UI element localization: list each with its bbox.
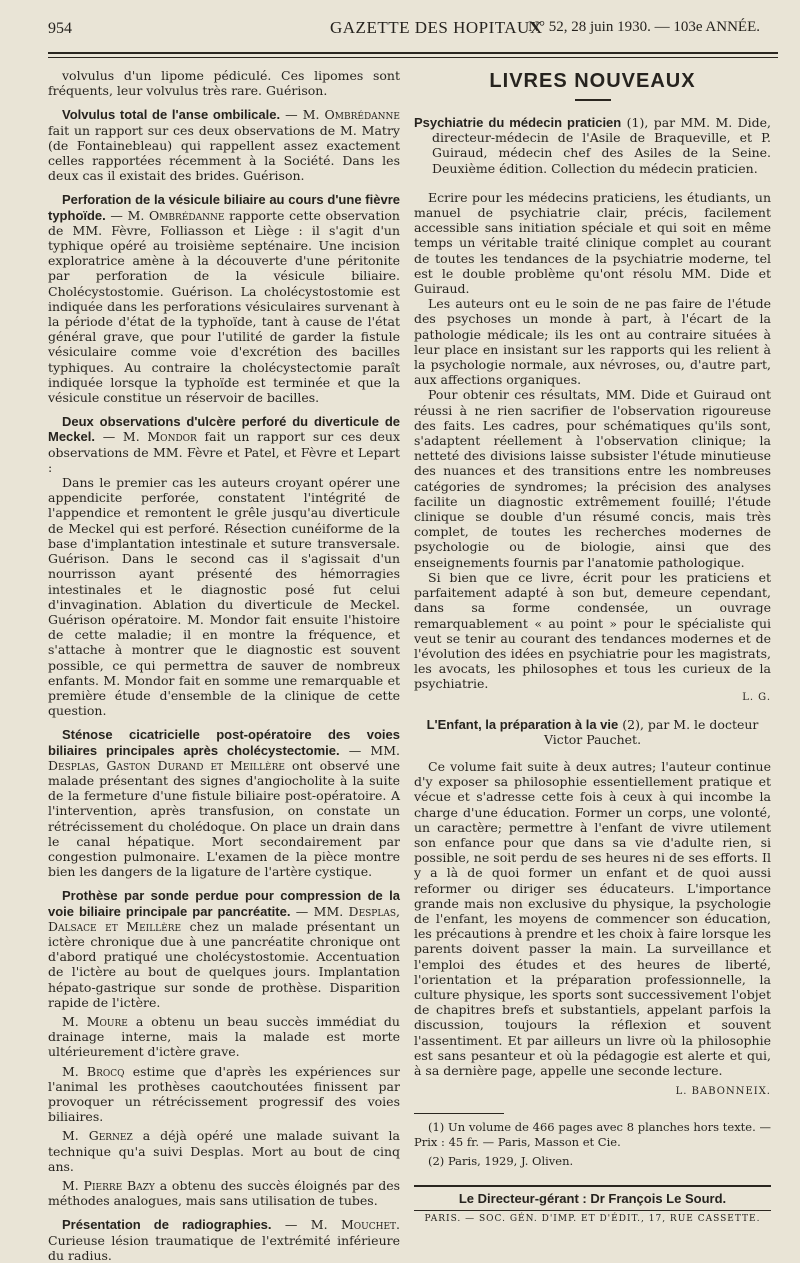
footnotes [414,1120,771,1169]
author-name: MM. Desplas, Dalsace et Meillère [48,903,400,934]
section-text: fait un rapport sur ces deux observations de M. Matry (de Fontainebleau) qui rappellent assez exactement celles rapportées récemment à la Société. Dans les deux cas il existait des brides. Guérison. [48,122,400,184]
footnote-2: (2) Paris, 1929, J. Oliven. [428,1154,574,1169]
footnote-rule [414,1113,504,1114]
author-name: MM. Desplas, Gaston Durand et Meillère [48,742,400,773]
book-title: L'Enfant, la préparation à la vie [426,716,619,732]
author-name: M. Ombrédanne [127,207,225,223]
right-column [414,68,771,1263]
section-meckel: Deux observations d'ulcère perforé du diverticule de Meckel. — M. Mondor fait un rapport sur ces deux observations de MM. Fèvre et Patel, et Fèvre et Lepart : Dans le premier cas les auteurs croyant opérer une appendicite perforée, constatent l'intégrité de l'appendice et remontent le grêle jusqu'au diverticule de Meckel qui est perforé. Résection cunéiforme de la base d'implantation intestinale et suture transversale. Guérison. Dans le second cas il s'agissait d'un nourrisson ayant présenté des hémorragies intestinales et le diagnostic posé fut celui d'invagination. Ablation du diverticule de Meckel. Guérison opératoire. M. Mondor fait ensuite l'histoire de cette maladie; il en montre la fréquence, et s'attache à montrer que le diagnostic est souvent possible, ce qui permettra de sauver de nombreux enfants. M. Mondor fait en somme une remarquable et première étude d'ensemble de la clinique de cette question. [48,414,400,719]
section-paragraph: a obtenu des succès éloignés par des méthodes analogues, mais sans utilisation de tubes. [48,1178,401,1209]
section-prothese: Prothèse par sonde perdue pour compression de la voie biliaire principale par pancréatite. — MM. Desplas, Dalsace et Meillère chez un malade présentant un ictère chronique due à une pancréatite chronique ont d'abord pratiqué une cholécystostomie. Accentuation de l'ictère au bout de quelques jours. Implantation hépato-gastrique sur sonde de prothèse. Disparition rapide de l'ictère. M. Moure a obtenu un beau succès immédiat du drainage interne, mais la malade est morte ultérieurement d'ictère grave. M. Brocq estime que d'après les expériences sur l'animal les prothèses caoutchoutées finissent par provoquer un rétrécissement progressif des voies biliaires. M. Gernez a déjà opéré une malade suivant la technique qu'a suivi Desplas. Mort au bout de cinq ans. M. Pierre Bazy a obtenu des succès éloignés par des méthodes analogues, mais sans utilisation de tubes. [48,888,401,1209]
author-name: M. Moure [62,1013,128,1029]
journal-title: GAZETTE DES HOPITAUX [330,18,543,37]
section-paragraph: a obtenu un beau succès immédiat du drainage interne, mais la malade est morte ultérieurement d'ictère grave. [48,1013,400,1060]
section-radiographies: Présentation de radiographies. — M. Mouchet. Curieuse lésion traumatique de l'extrémité inférieure du radius. [48,1217,400,1263]
section-title: Présentation de radiographies. [62,1217,272,1233]
section-volvulus: Volvulus total de l'anse ombilicale. — M. Ombrédanne fait un rapport sur ces deux observations de M. Matry (de Fontainebleau) qui rappellent assez exactement celles rapportées récemment à la Société. Dans les deux cas il existait des brides. Guérison. [48,107,400,184]
review-paragraph: Ecrire pour les médecins praticiens, les étudiants, un manuel de psychiatrie clair, précis, facilement accessible sans initiation spéciale et qui soit en même temps un véritable traité clinique complet au courant de toutes les tendances de la psychiatrie moderne, tel est le double problème qu'ont résolu MM. Dide et Guiraud. [414,189,771,297]
section-title: Prothèse par sonde perdue pour compression de la voie biliaire principale par pancréatite. [48,888,400,919]
review-paragraph: Ce volume fait suite à deux autres; l'auteur continue d'y exposer sa philosophie essentiellement pratique et vécue et s'adresse cette fois à ceux à qui incombe la charge d'une éducation. Former un corps, une volonté, un caractère; permettre à l'enfant de vivre utilement son enfance pour que dans sa vie d'adulte rien, si possible, ne soit perdu de ses heures ni de ses efforts. Il y a là de quoi former un enfant et de quoi aussi reformer ou diriger ses éducateurs. L'importance grande mais non exclusive du physique, la psychologie de l'enfant, les moyens de commencer son éducation, les précautions à prendre et les choix à faire lorsque les parents doivent passer la main. La surveillance et l'emploi des études et des heures de liberté, l'orientation et la préparation professionnelle, la culture physique, les sports sont successivement l'objet de chapitres brefs et substantiels, appelant parfois la discussion, toujours la réflexion et souvent l'assentiment. Et par ailleurs un livre où la philosophie est sans pesanteur et où la pédagogie est alerte et qui, à sa dernière page, appelle une seconde lecture. [414,758,771,1078]
section-text: ont observé une malade présentant des signes d'angiocholite à la suite de la fermeture d'une fistule biliaire post-opératoire. A l'intervention, après transfusion, on constate un rétrécissement du cholédoque. On place un drain dans le canal hépatique. Mort secondairement par congestion pulmonaire. L'examen de la pièce montre bien les dangers de la ligature de l'artère cystique. [48,757,400,880]
book-details: , par M. le docteur Victor Pauchet. [543,716,759,747]
books-section-title: LIVRES NOUVEAUX [489,70,696,92]
section-stenose: Sténose cicatricielle post-opératoire des voies biliaires principales après cholécystectomie. — MM. Desplas, Gaston Durand et Meillère ont observé une malade présentant des signes d'angiocholite à la suite de la fermeture d'une fistule biliaire post-opératoire. A l'intervention, après transfusion, on constate un rétrécissement du cholédoque. On place un drain dans le canal hépatique. Mort secondairement par congestion pulmonaire. L'examen de la pièce montre bien les dangers de la ligature de l'artère cystique. [48,727,400,880]
section-text: fait un rapport sur ces deux observations de MM. Fèvre et Patel, et Fèvre et Lepart : [48,429,400,475]
section-text: chez un malade présentant un ictère chronique due à une pancréatite chronique ont d'abord pratiqué une cholécystostomie. Accentuation de l'ictère au bout de quelques jours. Implantation hépato-gastrique sur sonde de prothèse. Disparition rapide de l'ictère. [48,918,400,1010]
section-title: Deux observations d'ulcère perforé du diverticule de Meckel. [48,414,400,445]
footnote-ref: (1) [626,115,645,130]
page-number: 954 [48,20,72,37]
footnote-ref: (2) [622,716,640,732]
section-paragraph: Dans le premier cas les auteurs croyant opérer une appendicite perforée, constatent l'intégrité de l'appendice et remontent le grêle jusqu'au diverticule de Meckel qui est perforé. Résection cunéiforme de la base d'implantation intestinale et suture transversale. Guérison. Dans le second cas il s'agissait d'un nourrisson ayant présenté des hémorragies intestinales et le diagnostic posé fut celui d'invagination. Ablation du diverticule de Meckel. Guérison opératoire. M. Mondor fait ensuite l'histoire de cette maladie; il en montre la fréquence, et s'attache à montrer que le diagnostic est souvent possible, ce qui permettra de sauver de nombreux enfants. M. Mondor fait en somme une remarquable et première étude d'ensemble de la clinique de cette question. [48,475,400,719]
intro-section [48,68,400,98]
section-text: Curieuse lésion traumatique de l'extrémité inférieure du radius. [48,1232,400,1263]
author-name: M. Mouchet. [310,1217,400,1233]
columns [48,68,778,1263]
intro-text: volvulus d'un lipome pédiculé. Ces lipomes sont fréquents, leur volvulus très rare. Guérison. [48,68,400,99]
section-title: Volvulus total de l'anse ombilicale. [62,107,281,123]
review-paragraph: Pour obtenir ces résultats, MM. Dide et Guiraud ont réussi à ne rien sacrifier de l'observation rigoureuse des faits. Les cadres, pour schématiques qu'ils sont, s'adaptent réellement à l'observation clinique; la netteté des divisions laisse subsister l'étude minutieuse des nuances et des transitions entre les nombreuses catégories de syndromes; la précision des analyses facilite un diagnostic extrêmement fouillé; l'étude clinique se double d'un résumé concis, mais très complet, de toutes les recherches modernes de psychologie ou de biologie, ainsi que des enseignements fournis par l'anatomie pathologique. [414,387,771,570]
section-text: rapporte cette observation de MM. Fèvre, Folliasson et Liège : il s'agit d'un typhique opéré au troisième septénaire. Une incision exploratrice amène à la découverte d'une péritonite par perforation de la vésicule biliaire. Cholécystostomie. Guérison. La cholécystostomie est indiquée dans les perforations vésiculaires survenant à la période d'état de la typhoïde, tant à cause de l'état général grave, que pour l'utilité de garder la fistule vésiculaire comme voie d'excrétion des bacilles typhiques. Au contraire la cholécystectomie paraît indiquée lorsque la typhoïde est terminée et que la vésicule constitue un réservoir de bacilles. [48,207,400,406]
author-name: M. Mondor [122,429,197,445]
book-review-enfant [414,717,771,1098]
section-title: Perforation de la vésicule biliaire au cours d'une fièvre typhoïde. [48,192,400,223]
review-signature: L. G. [742,691,771,703]
footer-rule [414,1185,771,1187]
section-perforation: Perforation de la vésicule biliaire au cours d'une fièvre typhoïde. — M. Ombrédanne rapporte cette observation de MM. Fèvre, Folliasson et Liège : il s'agit d'un typhique opéré au troisième septénaire. Une incision exploratrice amène à la découverte d'une péritonite par perforation de la vésicule biliaire. Cholécystostomie. Guérison. La cholécystostomie est indiquée dans les perforations vésiculaires survenant à la période d'état de la typhoïde, tant à cause de l'état général grave, que pour l'utilité de garder la fistule vésiculaire comme voie d'excrétion des bacilles typhiques. Au contraire la cholécystectomie paraît indiquée lorsque la typhoïde est terminée et que la vésicule constitue un réservoir de bacilles. [48,192,400,406]
book-details: , par MM. M. Dide, directeur-médecin de l'Asile de Braqueville, et P. Guiraud, médecin chef des Asiles de la Seine. Deuxième édition. Collection du médecin praticien. [432,115,771,176]
section-paragraph: estime que d'après les expériences sur l'animal les prothèses caoutchoutées finissent par provoquer un rétrécissement progressif des voies biliaires. [48,1063,400,1125]
review-paragraph: Si bien que ce livre, écrit pour les praticiens et parfaitement adapté à son but, demeure cependant, dans sa forme condensée, un ouvrage remarquablement « au point » pour le spécialiste qui veut se tenir au courant des tendances modernes et de l'évolution des idées en psychiatrie pour les magistrats, les avocats, les philosophes et tous les curieux de la psychiatrie. [414,569,771,692]
issue-info: N° 52, 28 juin 1930. — 103e ANNÉE. [528,19,760,35]
author-name: M. Pierre Bazy [62,1178,155,1194]
author-name: M. Brocq [62,1063,125,1079]
printer-line: PARIS. — SOC. GÉN. D'IMP. ET D'ÉDIT., 17, RUE CASSETTE. [414,1210,771,1224]
header-rule [48,52,778,58]
book-review-psychiatrie [414,115,771,703]
director-line: Le Directeur-gérant : Dr François Le Sourd. [458,1191,727,1207]
author-name: M. Gernez [62,1128,133,1144]
review-paragraph: Les auteurs ont eu le soin de ne pas faire de l'étude des psychoses un monde à part, à l'écart de la pathologie médicale; ils les ont au contraire situées à leur place en insistant sur les rapports qui les relient à la psychologie normale, aux névroses, ou, d'autre part, aux affections organiques. [414,296,771,388]
section-paragraph: a déjà opéré une malade suivant la technique qu'a suivi Desplas. Mort au bout de cinq ans. [48,1128,400,1174]
book-title: Psychiatrie du médecin praticien [414,115,622,130]
left-column [48,68,400,1263]
section-title: Sténose cicatricielle post-opératoire des voies biliaires principales après cholécystectomie. [48,727,400,758]
author-name: M. Ombrédanne [302,107,400,123]
review-signature: L. BABONNEIX. [675,1086,771,1098]
title-rule [575,99,611,101]
page-header [48,14,778,40]
footnote-1: (1) Un volume de 466 pages avec 8 planches hors texte. — Prix : 45 fr. — Paris, Masson et Cie. [414,1120,771,1150]
